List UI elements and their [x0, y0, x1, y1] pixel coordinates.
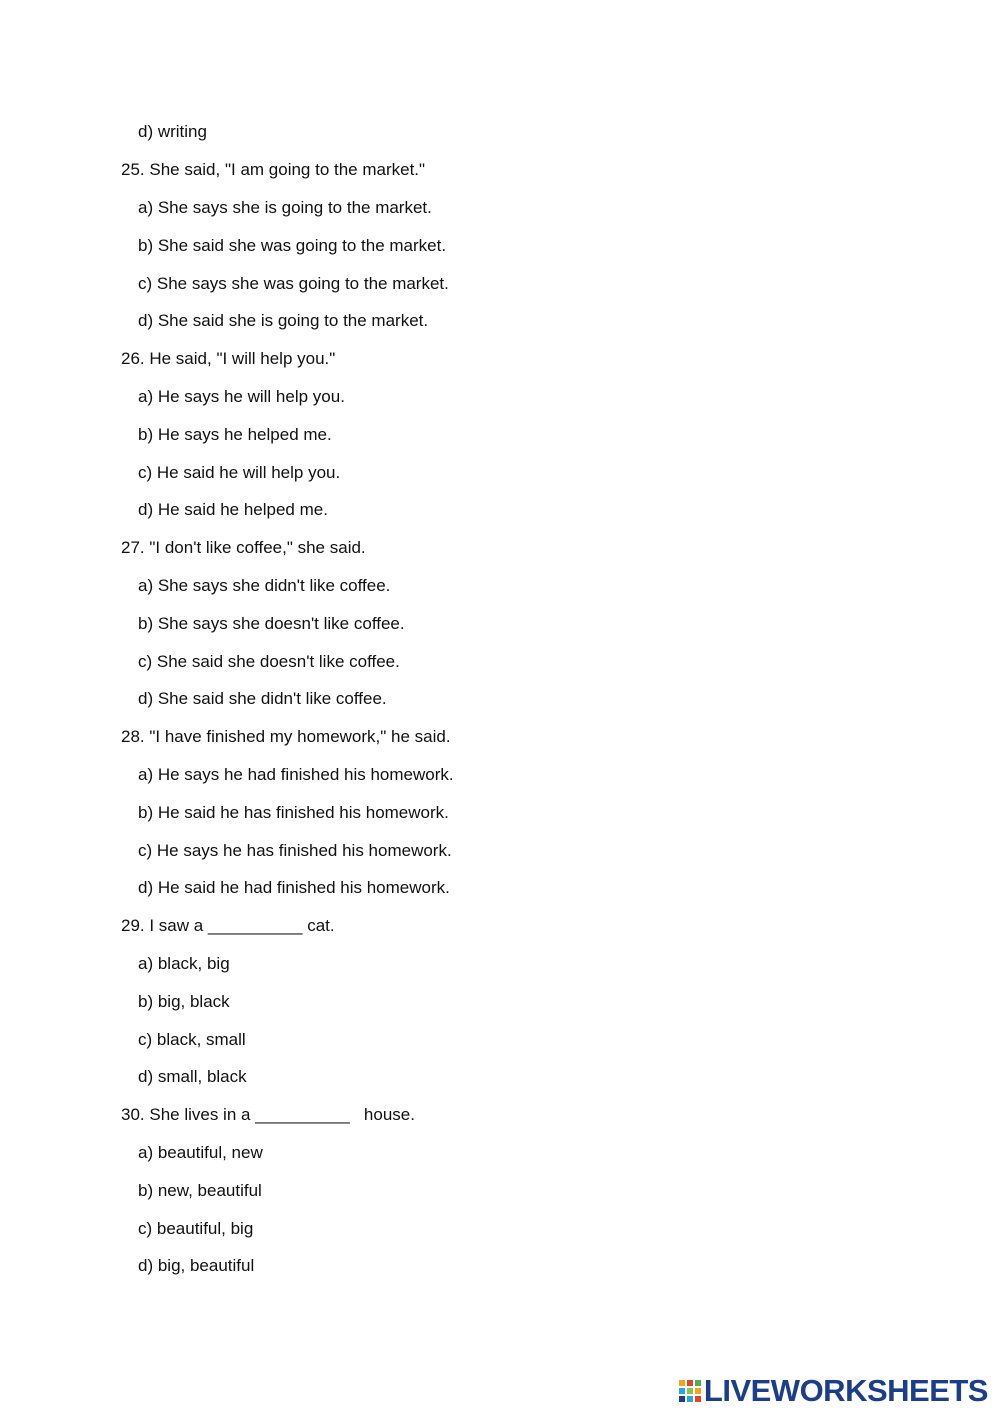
question-29-option-c[interactable]: c) black, small: [138, 1030, 246, 1049]
question-27-option-b[interactable]: b) She says she doesn't like coffee.: [138, 614, 405, 633]
question-27: 27. "I don't like coffee," she said.: [121, 538, 366, 557]
question-30: 30. She lives in a __________ house.: [121, 1105, 415, 1124]
question-25-option-c[interactable]: c) She says she was going to the market.: [138, 274, 449, 293]
question-25-option-d[interactable]: d) She said she is going to the market.: [138, 311, 429, 330]
question-29-option-b[interactable]: b) big, black: [138, 992, 230, 1011]
question-30-option-a[interactable]: a) beautiful, new: [138, 1143, 263, 1162]
question-25-option-a[interactable]: a) She says she is going to the market.: [138, 198, 432, 217]
option-d-previous: d) writing: [138, 122, 207, 141]
question-27-option-d[interactable]: d) She said she didn't like coffee.: [138, 689, 387, 708]
question-25: 25. She said, "I am going to the market.": [121, 160, 426, 179]
question-30-option-c[interactable]: c) beautiful, big: [138, 1219, 254, 1238]
question-27-option-c[interactable]: c) She said she doesn't like coffee.: [138, 652, 400, 671]
question-30-option-d[interactable]: d) big, beautiful: [138, 1256, 255, 1275]
question-26: 26. He said, "I will help you.": [121, 349, 336, 368]
question-28-option-b[interactable]: b) He said he has finished his homework.: [138, 803, 449, 822]
question-26-option-a[interactable]: a) He says he will help you.: [138, 387, 345, 406]
question-26-option-d[interactable]: d) He said he helped me.: [138, 500, 328, 519]
question-29: 29. I saw a __________ cat.: [121, 916, 335, 935]
question-28: 28. "I have finished my homework," he said.: [121, 727, 451, 746]
question-29-option-a[interactable]: a) black, big: [138, 954, 230, 973]
brand-wordmark: LIVEWORKSHEETS: [703, 1373, 988, 1408]
question-26-option-c[interactable]: c) He said he will help you.: [138, 463, 341, 482]
question-30-option-b[interactable]: b) new, beautiful: [138, 1181, 262, 1200]
question-28-option-d[interactable]: d) He said he had finished his homework.: [138, 878, 450, 897]
question-25-option-b[interactable]: b) She said she was going to the market.: [138, 236, 447, 255]
question-28-option-a[interactable]: a) He says he had finished his homework.: [138, 765, 454, 784]
liveworksheets-brand: [679, 1374, 988, 1408]
question-27-option-a[interactable]: a) She says she didn't like coffee.: [138, 576, 391, 595]
question-28-option-c[interactable]: c) He says he has finished his homework.: [138, 841, 452, 860]
liveworksheets-logo-icon: [679, 1378, 701, 1404]
question-29-option-d[interactable]: d) small, black: [138, 1067, 247, 1086]
question-26-option-b[interactable]: b) He says he helped me.: [138, 425, 332, 444]
